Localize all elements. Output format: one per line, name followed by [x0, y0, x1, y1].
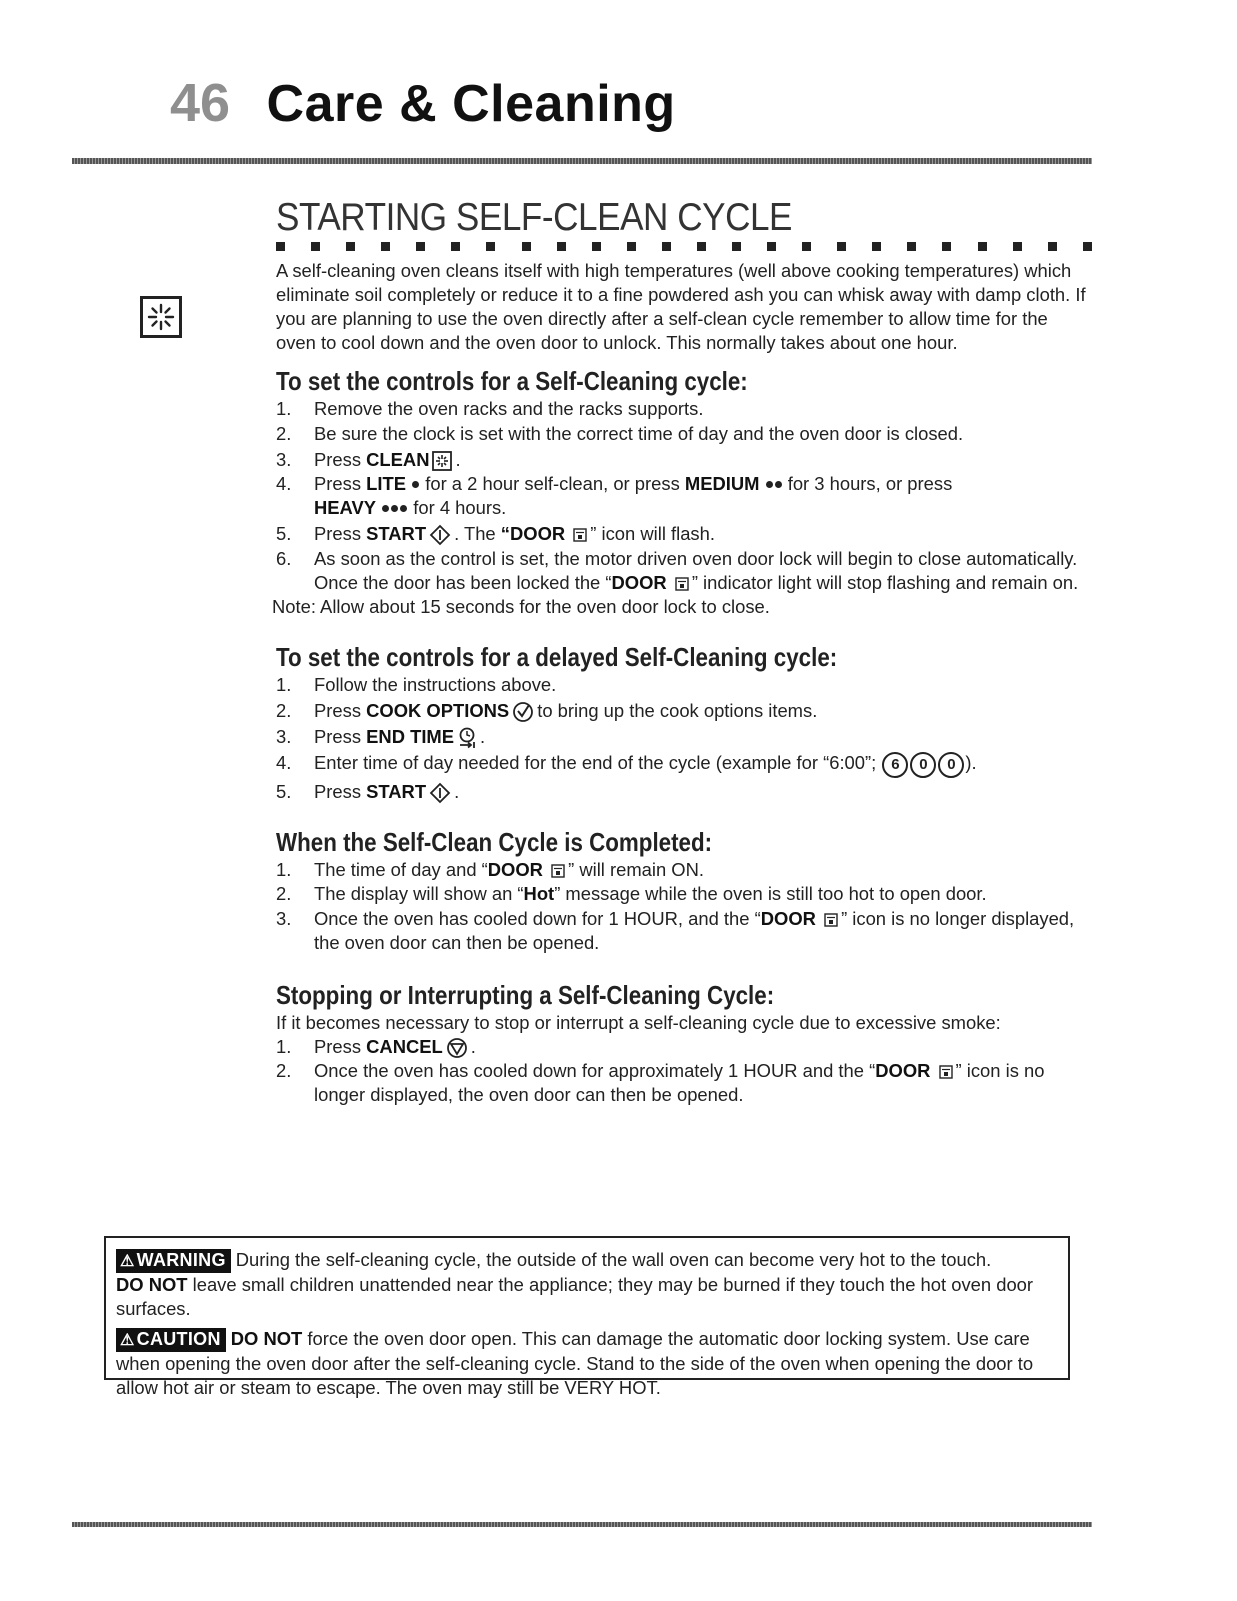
note: Note: Allow about 15 seconds for the oven door lock to close.	[272, 596, 770, 618]
do-not-label: DO NOT	[116, 1274, 188, 1295]
list-item: 4. Enter time of day needed for the end of the cycle (example for “6:00”; 6 0 0 ).	[276, 751, 1092, 777]
medium-key-label: MEDIUM	[684, 473, 760, 494]
door-lock-icon	[824, 913, 838, 927]
stopping-intro: If it becomes necessary to stop or interrupt a self-cleaning cycle due to excessive smoke:	[276, 1011, 1001, 1033]
list-item: 6. As soon as the control is set, the motor driven oven door lock will begin to close automatically. Once the door has been locked the “DOOR ” indicator light will stop flashing and remain on.	[276, 547, 1079, 593]
door-lock-icon	[573, 528, 587, 542]
key-6-button: 6	[882, 752, 908, 778]
clean-key-icon	[432, 451, 452, 471]
door-label: DOOR	[875, 1060, 931, 1082]
list-item: 5. Press START .	[276, 780, 1092, 804]
self-clean-icon	[140, 296, 182, 338]
heading-stopping: Stopping or Interrupting a Self-Cleaning Cycle:	[276, 979, 775, 1010]
door-lock-icon	[551, 864, 565, 878]
list-item: 1. Press CANCEL .	[276, 1035, 1092, 1059]
cook-options-key-label: COOK OPTIONS	[366, 700, 510, 722]
lite-key-label: LITE	[366, 473, 406, 494]
heading-self-clean: To set the controls for a Self-Cleaning cycle:	[276, 366, 748, 396]
list-item: 2. The display will show an “Hot” message while the oven is still too hot to open door.	[276, 883, 987, 905]
door-label: DOOR	[760, 907, 816, 929]
three-dot-icon	[381, 497, 408, 518]
page-title: Care & Cleaning	[266, 75, 676, 133]
caution-badge: ⚠ CAUTION	[116, 1328, 226, 1352]
list-item: 2. Once the oven has cooled down for approximately 1 HOUR and the “DOOR ” icon is no longer displayed, the oven door can then be opened.	[276, 1060, 1045, 1106]
heading-delayed-clean: To set the controls for a delayed Self-Cleaning cycle:	[276, 642, 838, 673]
list-item: 1. Follow the instructions above.	[276, 674, 557, 696]
footer-rule	[72, 1522, 1092, 1527]
warning-paragraph: ⚠ WARNING During the self-cleaning cycle, the outside of the wall oven can become very hot to the touch. DO NOT leave small children unattended near the appliance; they may be burned if they touch the hot oven door surfaces.	[116, 1249, 1034, 1319]
section-title: STARTING SELF-CLEAN CYCLE	[276, 196, 793, 239]
warning-badge: ⚠ WARNING	[116, 1249, 231, 1273]
two-dot-icon	[765, 473, 783, 494]
stopping-steps	[276, 1035, 1092, 1108]
self-clean-steps	[276, 397, 1092, 595]
key-0-button: 0	[910, 752, 936, 778]
caution-triangle-icon: ⚠	[120, 1332, 135, 1349]
start-key-label: START	[366, 523, 427, 544]
end-time-icon	[457, 727, 477, 749]
door-lock-icon	[675, 577, 689, 591]
list-item: 2. Be sure the clock is set with the correct time of day and the oven door is closed.	[276, 422, 964, 444]
cancel-icon	[446, 1037, 468, 1059]
list-item: 1. Remove the oven racks and the racks supports.	[276, 398, 704, 419]
key-0-button: 0	[938, 752, 964, 778]
intro-paragraph: A self-cleaning oven cleans itself with high temperatures (well above cooking temperatures) which eliminate soil completely or reduce it to a fine powdered ash you can whisk away with damp cloth. If you are planning to use the oven directly after a self-clean cycle remember to allow time for the oven to cool down and the oven door to unlock. This normally takes about one hour.	[276, 260, 1086, 353]
door-label: “DOOR	[500, 523, 566, 544]
caution-paragraph: ⚠ CAUTION DO NOT force the oven door open. This can damage the automatic door locking system. Use care when opening the oven door after the self-cleaning cycle. Stand to the side of the oven when opening the door to allow hot air or steam to escape. The oven may still be VERY HOT.	[116, 1328, 1034, 1398]
heavy-key-label: HEAVY	[314, 497, 376, 518]
start-icon	[429, 782, 451, 804]
one-dot-icon	[412, 481, 419, 488]
list-item: 4. Press LITE for a 2 hour self-clean, or press MEDIUM for 3 hours, or press HEAVY for 4 hours.	[276, 473, 953, 518]
clean-key-label: CLEAN	[366, 448, 430, 470]
main-content	[272, 196, 1092, 1108]
page-header	[170, 72, 676, 152]
start-key-label: START	[366, 780, 427, 802]
completed-steps	[276, 858, 1092, 955]
door-label: DOOR	[611, 571, 667, 593]
list-item: 3. Once the oven has cooled down for 1 HOUR, and the “DOOR ” icon is no longer displayed, the oven door can then be opened.	[276, 907, 1075, 953]
dotted-divider	[276, 242, 1092, 251]
list-item: 2. Press COOK OPTIONS to bring up the cook options items.	[276, 699, 1092, 723]
door-lock-icon	[939, 1065, 953, 1079]
end-time-key-label: END TIME	[366, 726, 455, 748]
header-rule	[72, 158, 1092, 164]
warning-triangle-icon: ⚠	[120, 1253, 135, 1270]
list-item: 5. Press START . The “DOOR ” icon will flash.	[276, 522, 1092, 546]
start-icon	[429, 524, 451, 546]
hot-message: Hot	[523, 883, 555, 905]
delayed-clean-steps	[276, 673, 1092, 804]
cancel-key-label: CANCEL	[366, 1035, 443, 1057]
list-item: 3. Press CLEAN .	[276, 448, 461, 470]
do-not-label: DO NOT	[230, 1328, 303, 1349]
page-number: 46	[170, 73, 231, 133]
list-item: 1. The time of day and “DOOR ” will remain ON.	[276, 858, 704, 880]
door-label: DOOR	[487, 858, 543, 880]
cook-options-icon	[512, 701, 534, 723]
safety-notice-box	[104, 1236, 1070, 1398]
heading-completed: When the Self-Clean Cycle is Completed:	[276, 826, 713, 857]
list-item: 3. Press END TIME .	[276, 725, 1092, 749]
